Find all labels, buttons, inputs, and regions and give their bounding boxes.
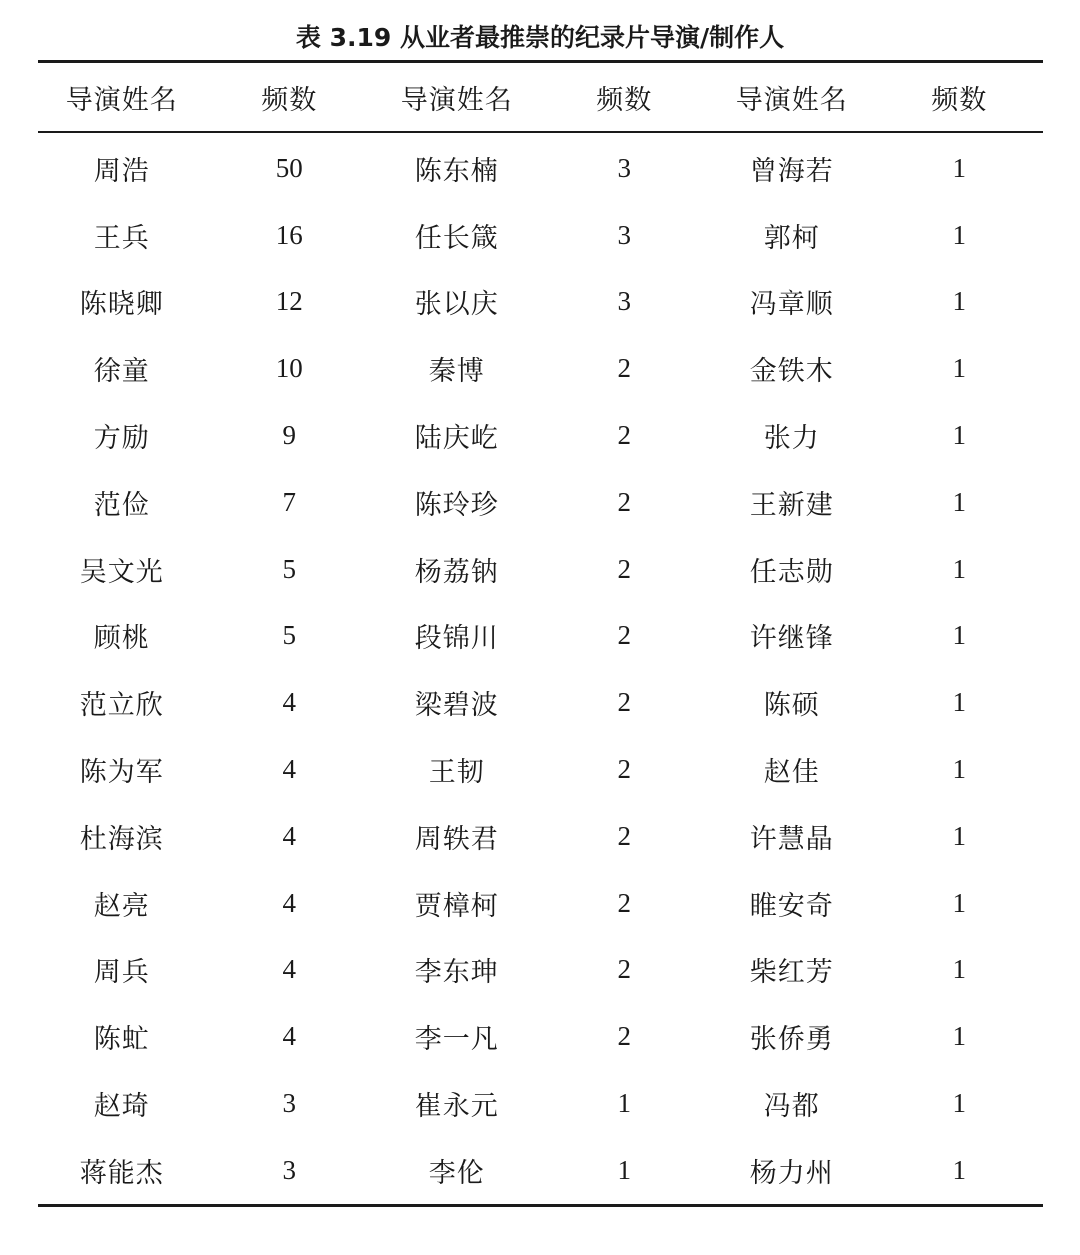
frequency-cell: 2	[617, 486, 631, 517]
frequency-cell: 2	[617, 754, 631, 785]
director-name-cell: 周轶君	[414, 823, 499, 855]
frequency-cell: 2	[617, 553, 631, 584]
header-director-name-2: 导演姓名	[373, 62, 541, 133]
director-name-cell: 睢安奇	[749, 890, 834, 922]
frequency-cell: 2	[617, 353, 631, 384]
table-row	[38, 1003, 1043, 1070]
table-row	[38, 269, 1043, 336]
table-row	[38, 402, 1043, 469]
director-name-cell: 周浩	[93, 155, 150, 187]
frequency-cell: 4	[282, 1021, 296, 1052]
frequency-cell: 1	[952, 1021, 966, 1052]
director-frequency-table	[38, 60, 1043, 1207]
frequency-cell: 4	[282, 820, 296, 851]
frequency-cell: 2	[617, 620, 631, 651]
director-name-cell: 陈东楠	[414, 155, 499, 187]
frequency-cell: 5	[282, 553, 296, 584]
table-row	[38, 132, 1043, 202]
frequency-cell: 1	[952, 820, 966, 851]
frequency-cell: 50	[275, 152, 303, 183]
frequency-cell: 3	[617, 219, 631, 250]
frequency-cell: 3	[617, 286, 631, 317]
director-name-cell: 张力	[763, 423, 820, 455]
frequency-cell: 2	[617, 1021, 631, 1052]
frequency-cell: 3	[206, 1137, 374, 1205]
director-name-cell: 杨荔钠	[414, 556, 499, 588]
director-name-cell: 郭柯	[763, 222, 820, 254]
frequency-cell: 1	[876, 1137, 1044, 1205]
table-caption: 表 3.19 从业者最推崇的纪录片导演/制作人	[295, 23, 785, 52]
frequency-cell: 5	[282, 620, 296, 651]
table-row	[38, 736, 1043, 803]
frequency-cell: 1	[952, 887, 966, 918]
table-row	[38, 937, 1043, 1004]
frequency-cell: 1	[952, 286, 966, 317]
frequency-cell: 1	[952, 620, 966, 651]
director-name-cell: 李东珅	[414, 957, 499, 989]
director-name-cell: 陈虻	[93, 1024, 150, 1056]
table-row	[38, 1137, 1043, 1205]
frequency-cell: 2	[617, 687, 631, 718]
table-row	[38, 335, 1043, 402]
director-name-cell: 冯都	[763, 1091, 820, 1123]
frequency-cell: 7	[282, 486, 296, 517]
director-name-cell: 方励	[93, 423, 150, 455]
frequency-cell: 1	[952, 420, 966, 451]
director-name-cell: 周兵	[93, 957, 150, 989]
table-row	[38, 870, 1043, 937]
director-name-cell: 王兵	[93, 222, 150, 254]
header-frequency-3: 频数	[876, 62, 1044, 133]
header-row	[38, 62, 1043, 133]
director-name-cell: 陈为军	[79, 757, 164, 789]
table-header	[38, 62, 1043, 133]
header-director-name-1: 导演姓名	[38, 62, 206, 133]
frequency-cell: 4	[282, 954, 296, 985]
director-name-cell: 贾樟柯	[414, 890, 499, 922]
director-name-cell: 范俭	[93, 489, 150, 521]
frequency-cell: 4	[282, 754, 296, 785]
table-row	[38, 202, 1043, 269]
frequency-cell: 1	[952, 754, 966, 785]
director-name-cell: 许慧晶	[749, 823, 834, 855]
table-row	[38, 1070, 1043, 1137]
frequency-cell: 4	[282, 887, 296, 918]
frequency-cell: 9	[282, 420, 296, 451]
director-name-cell: 赵亮	[93, 890, 150, 922]
director-name-cell: 王新建	[749, 489, 834, 521]
frequency-cell: 2	[617, 887, 631, 918]
director-name-cell: 杜海滨	[79, 823, 164, 855]
director-name-cell: 柴红芳	[749, 957, 834, 989]
director-name-cell: 张侨勇	[749, 1024, 834, 1056]
director-name-cell: 蒋能杰	[38, 1137, 206, 1205]
frequency-cell: 1	[952, 954, 966, 985]
header-frequency-1: 频数	[206, 62, 374, 133]
director-name-cell: 李一凡	[414, 1024, 499, 1056]
director-name-cell: 张以庆	[414, 289, 499, 321]
frequency-cell: 3	[617, 152, 631, 183]
director-name-cell: 梁碧波	[414, 690, 499, 722]
director-name-cell: 许继锋	[749, 623, 834, 655]
director-name-cell: 王韧	[428, 757, 485, 789]
frequency-cell: 1	[617, 1088, 631, 1119]
director-name-cell: 吴文光	[79, 556, 164, 588]
director-name-cell: 杨力州	[708, 1137, 876, 1205]
director-name-cell: 李伦	[373, 1137, 541, 1205]
frequency-cell: 1	[952, 553, 966, 584]
frequency-cell: 1	[952, 219, 966, 250]
director-name-cell: 赵琦	[93, 1091, 150, 1123]
director-name-cell: 范立欣	[79, 690, 164, 722]
frequency-cell: 2	[617, 954, 631, 985]
director-name-cell: 顾桃	[93, 623, 150, 655]
frequency-cell: 4	[282, 687, 296, 718]
table-row	[38, 669, 1043, 736]
director-name-cell: 任长箴	[414, 222, 499, 254]
frequency-cell: 2	[617, 420, 631, 451]
director-name-cell: 陈硕	[763, 690, 820, 722]
frequency-cell: 1	[952, 687, 966, 718]
frequency-cell: 16	[275, 219, 303, 250]
director-name-cell: 段锦川	[414, 623, 499, 655]
frequency-cell: 1	[952, 486, 966, 517]
frequency-cell: 1	[952, 1088, 966, 1119]
director-name-cell: 陈晓卿	[79, 289, 164, 321]
frequency-cell: 10	[275, 353, 303, 384]
table-body	[38, 132, 1043, 1205]
table-row	[38, 469, 1043, 536]
director-name-cell: 秦博	[428, 356, 485, 388]
director-name-cell: 曾海若	[749, 155, 834, 187]
frequency-cell: 2	[617, 820, 631, 851]
director-name-cell: 冯章顺	[749, 289, 834, 321]
director-name-cell: 赵佳	[763, 757, 820, 789]
director-name-cell: 崔永元	[414, 1091, 499, 1123]
table-row	[38, 603, 1043, 670]
frequency-cell: 3	[282, 1088, 296, 1119]
frequency-cell: 1	[541, 1137, 709, 1205]
director-name-cell: 金铁木	[749, 356, 834, 388]
frequency-cell: 1	[952, 353, 966, 384]
director-name-cell: 陆庆屹	[414, 423, 499, 455]
header-director-name-3: 导演姓名	[708, 62, 876, 133]
director-name-cell: 任志勋	[749, 556, 834, 588]
director-name-cell: 徐童	[93, 356, 150, 388]
frequency-cell: 1	[952, 152, 966, 183]
table-row	[38, 803, 1043, 870]
frequency-cell: 12	[275, 286, 303, 317]
header-frequency-2: 频数	[541, 62, 709, 133]
table-row	[38, 536, 1043, 603]
director-name-cell: 陈玲珍	[414, 489, 499, 521]
